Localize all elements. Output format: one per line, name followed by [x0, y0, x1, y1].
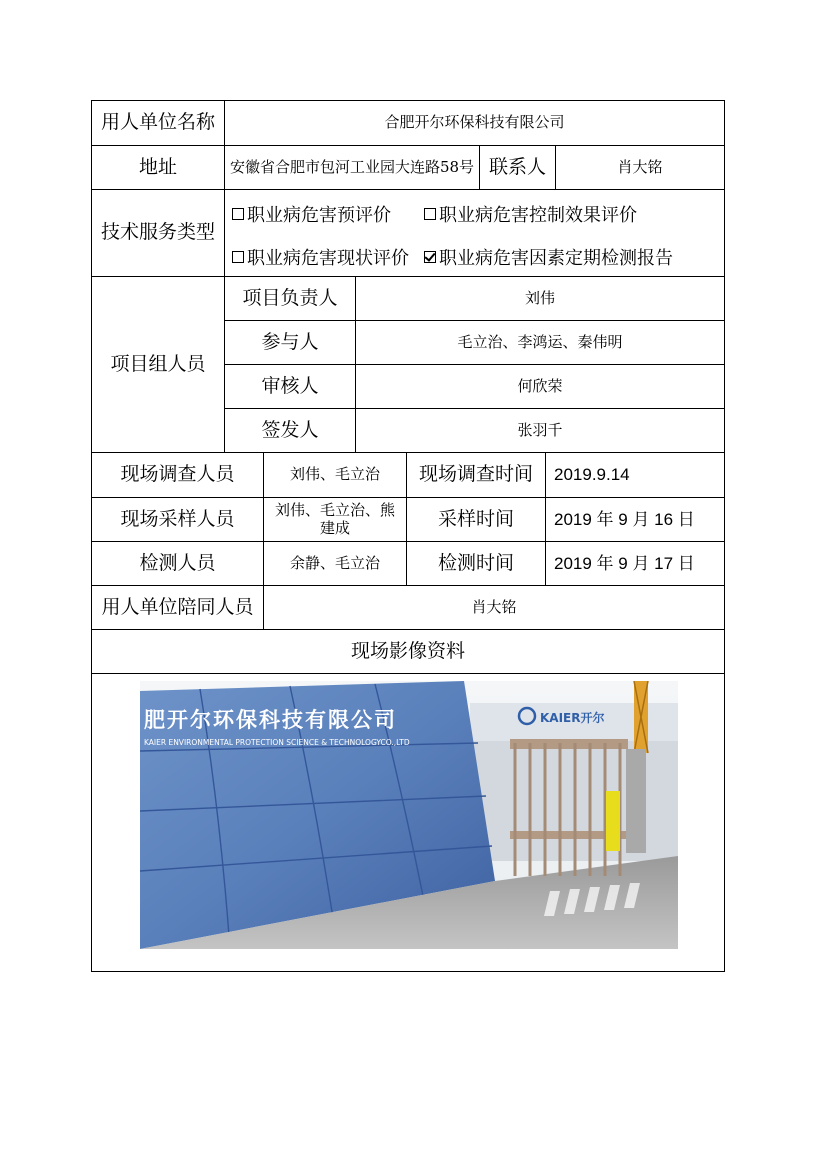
sampling-staff-value: 刘伟、毛立治、熊建成 [264, 498, 407, 542]
site-images-title: 现场影像资料 [92, 630, 724, 674]
address-value: 安徽省合肥市包河工业园大连路58号 [225, 146, 480, 190]
site-photo [140, 681, 678, 949]
team-role-participants: 参与人 [225, 321, 356, 365]
sampling-time-label: 采样时间 [407, 498, 546, 542]
team-name-lead: 刘伟 [356, 277, 724, 321]
checkbox-checked-icon [424, 251, 436, 263]
survey-time-value: 2019.9.14 [546, 453, 724, 498]
team-name-reviewer: 何欣荣 [356, 365, 724, 409]
checkbox-icon [232, 208, 244, 220]
escort-label: 用人单位陪同人员 [92, 586, 264, 630]
site-photo-illustration [140, 681, 678, 949]
service-type-label: 技术服务类型 [92, 190, 225, 277]
sampling-staff-label: 现场采样人员 [92, 498, 264, 542]
service-option-pre-evaluation[interactable]: 职业病危害预评价 [232, 201, 391, 227]
team-role-lead: 项目负责人 [225, 277, 356, 321]
service-option-control-evaluation[interactable]: 职业病危害控制效果评价 [424, 201, 637, 227]
testing-staff-label: 检测人员 [92, 542, 264, 586]
service-option-status-evaluation[interactable]: 职业病危害现状评价 [232, 244, 409, 270]
survey-time-label: 现场调查时间 [407, 453, 546, 498]
sampling-time-value: 2019 年 9 月 16 日 [546, 498, 724, 542]
kaier-logo-text: KAIER开尔 [540, 711, 605, 725]
address-label: 地址 [92, 146, 225, 190]
testing-staff-value: 余静、毛立治 [264, 542, 407, 586]
info-table [91, 100, 725, 972]
employer-label: 用人单位名称 [92, 101, 225, 146]
testing-time-label: 检测时间 [407, 542, 546, 586]
survey-staff-label: 现场调查人员 [92, 453, 264, 498]
company-sign-en: KAIER ENVIRONMENTAL PROTECTION SCIENCE & TECHNOLOGYCO.,LTD [144, 738, 410, 747]
team-role-issuer: 签发人 [225, 409, 356, 453]
checkbox-icon [232, 251, 244, 263]
team-name-participants: 毛立治、李鸿运、秦伟明 [356, 321, 724, 365]
team-name-issuer: 张羽千 [356, 409, 724, 453]
contact-label: 联系人 [480, 146, 556, 190]
survey-staff-value: 刘伟、毛立治 [264, 453, 407, 498]
team-label: 项目组人员 [92, 277, 225, 453]
company-sign-cn: 肥开尔环保科技有限公司 [144, 708, 397, 732]
service-option-periodic-testing[interactable]: 职业病危害因素定期检测报告 [424, 244, 673, 270]
employer-value: 合肥开尔环保科技有限公司 [225, 101, 724, 146]
team-role-reviewer: 审核人 [225, 365, 356, 409]
contact-value: 肖大铭 [556, 146, 724, 190]
testing-time-value: 2019 年 9 月 17 日 [546, 542, 724, 586]
checkbox-icon [424, 208, 436, 220]
escort-value: 肖大铭 [264, 586, 724, 630]
